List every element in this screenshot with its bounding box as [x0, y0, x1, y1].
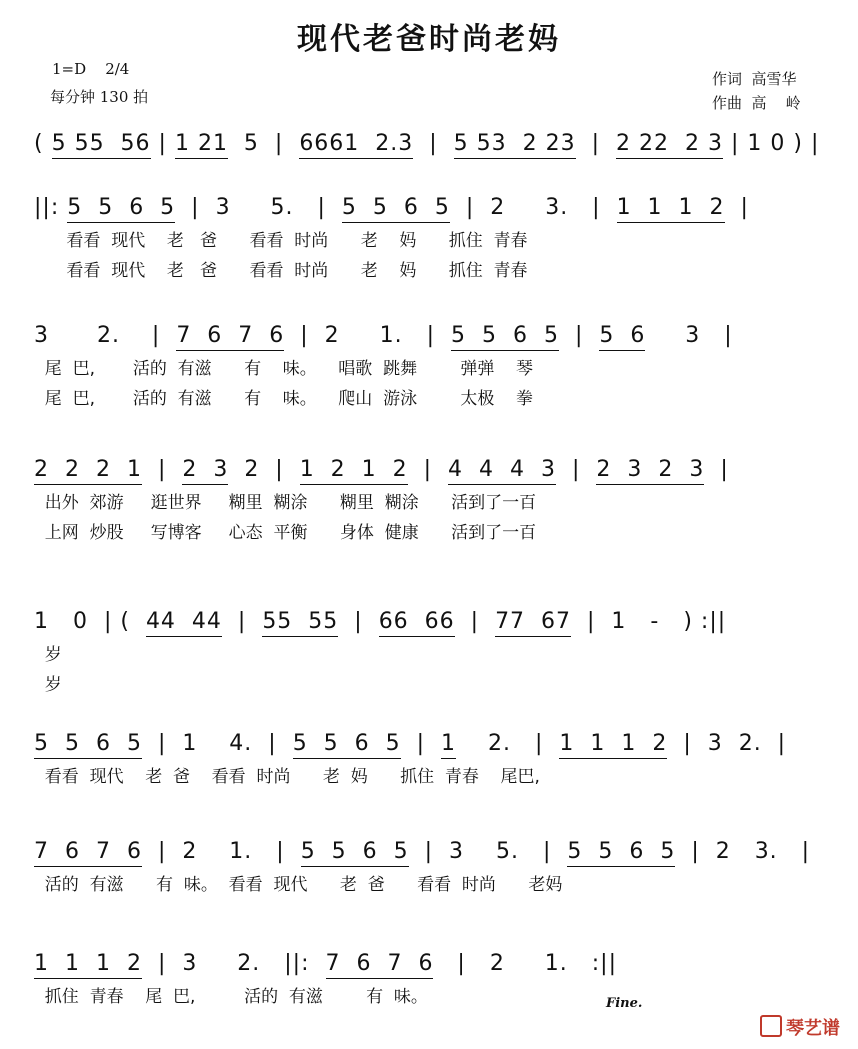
notation-line — [0, 730, 858, 770]
notation-text: | — [141, 457, 183, 482]
lyric-line: 活的 有滋 有 味。 看看 现代 老 爸 看看 时尚 老妈 — [34, 875, 563, 895]
site-logo — [760, 1014, 840, 1040]
beamed-notes: 4 4 4 3 — [448, 456, 556, 485]
beamed-notes: 7 6 7 6 — [34, 838, 142, 867]
notation-line — [0, 130, 858, 170]
lyric-line: 看看 现代 老 爸 看看 时尚 老 妈 抓住 青春 — [34, 231, 528, 251]
notation-text: 2 | — [228, 457, 300, 482]
song-title: 现代老爸时尚老妈 — [297, 22, 561, 57]
notation-text: | — [724, 195, 749, 220]
notation-line — [0, 838, 858, 878]
lyricist-credit: 作词 高雪华 — [712, 70, 797, 88]
beamed-notes: 2 22 2 3 — [616, 130, 723, 159]
beamed-notes: 7 6 7 6 — [176, 322, 284, 351]
notation-text: | 3 2. ||: — [141, 951, 326, 976]
notation-text: | — [407, 457, 449, 482]
notation-text: 1 0 | ( — [34, 609, 146, 634]
notation-text: | 3 5. | — [175, 195, 342, 220]
notation-line — [0, 194, 858, 234]
lyric-line: 尾 巴, 活的 有滋 有 味。 爬山 游泳 太极 拳 — [34, 389, 533, 409]
beamed-notes: 66 66 — [379, 608, 455, 637]
beamed-notes: 5 6 — [599, 322, 645, 351]
lyric-line: 看看 现代 老 爸 看看 时尚 老 妈 抓住 青春 尾巴, — [34, 767, 540, 787]
lyric-line: 岁 — [34, 645, 62, 665]
notation-text: | 2 3. | — [449, 195, 617, 220]
beamed-notes: 55 55 — [262, 608, 338, 637]
notation-text: | 2 1. :|| — [433, 951, 617, 976]
notation-text: 3 | — [645, 323, 733, 348]
notation-text: | 1 - ) :|| — [571, 609, 727, 634]
beamed-notes: 2 3 — [182, 456, 228, 485]
beamed-notes: 5 55 56 — [52, 130, 151, 159]
lyric-line: 上网 炒股 写博客 心态 平衡 身体 健康 活到了一百 — [34, 523, 537, 543]
beamed-notes: 5 5 6 5 — [451, 322, 559, 351]
tempo-marking: 每分钟 130 拍 — [50, 88, 149, 106]
notation-text: | 2 1. | — [284, 323, 451, 348]
lyric-line: 尾 巴, 活的 有滋 有 味。 唱歌 跳舞 弹弹 琴 — [34, 359, 533, 379]
beamed-notes: 1 21 — [175, 130, 228, 159]
notation-text: 2. | — [456, 731, 560, 756]
beamed-notes: 5 5 6 5 — [342, 194, 450, 223]
notation-text: | 1 4. | — [141, 731, 293, 756]
beamed-notes: 6661 2.3 — [299, 130, 413, 159]
lyric-line: 出外 郊游 逛世界 糊里 糊涂 糊里 糊涂 活到了一百 — [34, 493, 537, 513]
beamed-notes: 7 6 7 6 — [326, 950, 434, 979]
notation-text: ( — [34, 131, 52, 156]
notation-text: | — [338, 609, 379, 634]
notation-text: | 1 0 ) | — [723, 131, 820, 156]
beamed-notes: 5 5 6 5 — [293, 730, 401, 759]
lyric-line: 岁 — [34, 675, 62, 695]
beamed-notes: 1 — [441, 730, 456, 759]
notation-text: | — [400, 731, 442, 756]
notation-line — [0, 322, 858, 362]
beamed-notes: 1 1 1 2 — [617, 194, 725, 223]
notation-line — [0, 950, 858, 990]
notation-text: | — [575, 131, 617, 156]
beamed-notes: 5 5 6 5 — [301, 838, 409, 867]
beamed-notes: 1 1 1 2 — [559, 730, 667, 759]
beamed-notes: 77 67 — [495, 608, 571, 637]
notation-text: | — [413, 131, 454, 156]
logo-icon — [760, 1015, 782, 1037]
beamed-notes: 1 1 1 2 — [34, 950, 142, 979]
notation-text: | 3 2. | — [667, 731, 787, 756]
beamed-notes: 5 5 6 5 — [34, 730, 142, 759]
lyric-line: 看看 现代 老 爸 看看 时尚 老 妈 抓住 青春 — [34, 261, 528, 281]
notation-text: | — [221, 609, 263, 634]
key-signature: 1=D 2/4 — [52, 60, 130, 78]
lyric-line: 抓住 青春 尾 巴, 活的 有滋 有 味。 — [34, 987, 428, 1007]
notation-line — [0, 456, 858, 496]
fine-marking: Fine. — [606, 996, 643, 1011]
beamed-notes: 2 2 2 1 — [34, 456, 142, 485]
notation-text: | 2 3. | — [675, 839, 811, 864]
notation-text: 5 | — [227, 131, 300, 156]
beamed-notes: 2 3 2 3 — [596, 456, 704, 485]
composer-credit: 作曲 高 岭 — [712, 94, 801, 112]
notation-line — [0, 608, 858, 648]
notation-text: | 3 5. | — [408, 839, 568, 864]
beamed-notes: 5 5 6 5 — [67, 194, 175, 223]
beamed-notes: 5 5 6 5 — [567, 838, 675, 867]
beamed-notes: 1 2 1 2 — [300, 456, 408, 485]
notation-text: 3 2. | — [34, 323, 177, 348]
logo-text: 琴艺谱 — [786, 1018, 840, 1039]
notation-text: | — [704, 457, 729, 482]
notation-text: | 2 1. | — [141, 839, 301, 864]
beamed-notes: 44 44 — [146, 608, 222, 637]
notation-text: | — [556, 457, 597, 482]
notation-text: | — [454, 609, 496, 634]
notation-text: | — [558, 323, 600, 348]
beamed-notes: 5 53 2 23 — [454, 130, 576, 159]
notation-text: | — [150, 131, 175, 156]
notation-text: ||: — [34, 195, 68, 220]
